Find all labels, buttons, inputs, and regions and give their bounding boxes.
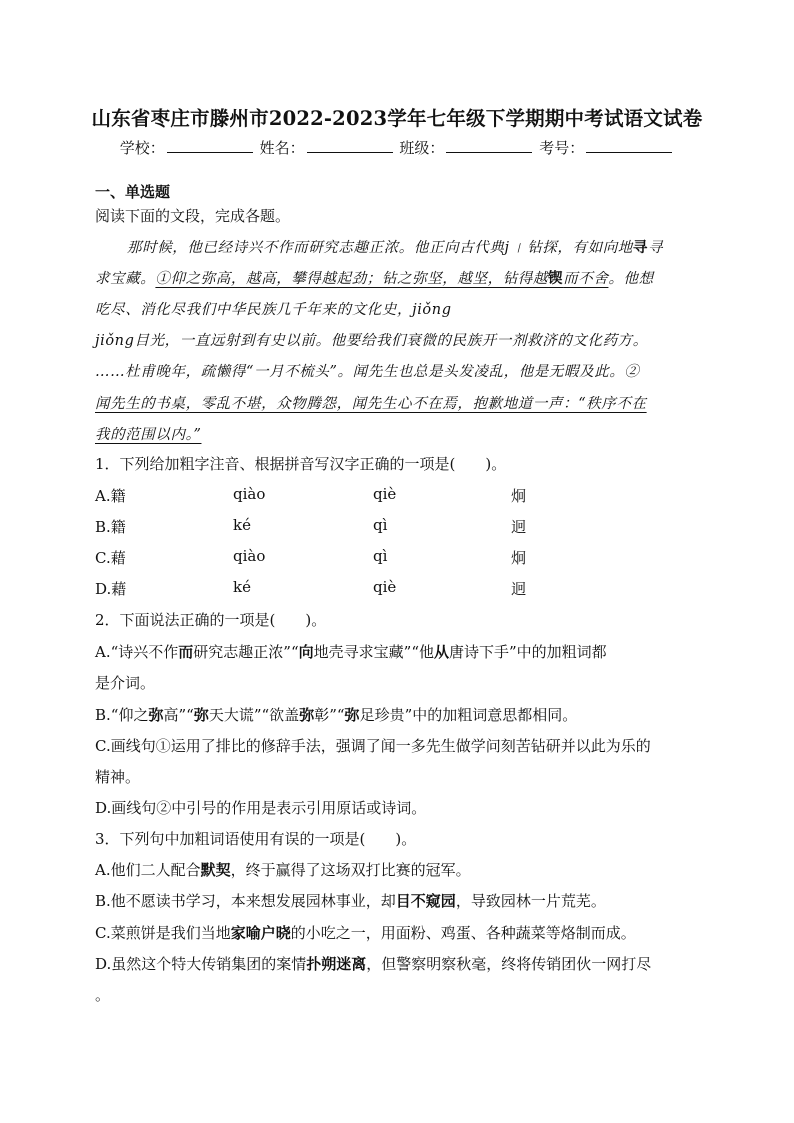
underlined-sentence-2a: 闻先生的书桌，零乱不堪，众物腾怨，闻先生心不在焉，抱歉地道一声：“秩序不在 — [95, 396, 647, 412]
passage-line-2: 求宝藏。①仰之弥高，越高，攀得越起劲；钻之弥坚，越坚，钻得越锲而不舍。他想 — [95, 270, 654, 287]
question-2-option-b[interactable]: B.“仰之弥高”“弥天大谎”“欲盖弥彰”“弥足珍贵”中的加粗词意思都相同。 — [95, 706, 578, 724]
school-blank[interactable] — [167, 138, 253, 153]
question-1-stem: 1．下列给加粗字注音、根据拼音写汉字正确的一项是( )。 — [95, 455, 507, 473]
number-blank[interactable] — [586, 138, 672, 153]
question-3-stem: 3．下列句中加粗词语使用有误的一项是( )。 — [95, 830, 417, 848]
underlined-sentence-2b: 我的范围以内。” — [95, 427, 202, 443]
question-2-stem: 2．下面说法正确的一项是( )。 — [95, 611, 327, 629]
question-2-option-c[interactable]: C.画线句①运用了排比的修辞手法，强调了闻一多先生做学问刻苦钻研并以此为乐的 — [95, 737, 651, 755]
question-3-option-d-cont: 。 — [95, 986, 111, 1004]
passage-line-1: 那时候，他已经诗兴不作而研究志趣正浓。他正向古代典j 〡 钻探，有如向地寻寻 — [127, 239, 664, 256]
exam-title: 山东省枣庄市滕州市2022-2023学年七年级下学期期中考试语文试卷 — [91, 107, 703, 130]
underlined-sentence-1: ①仰之弥高，越高，攀得越起劲；钻之弥坚，越坚，钻得越锲而不舍 — [155, 270, 609, 287]
passage-line-4: jiǒng目光，一直远射到有史以前。他要给我们衰微的民族开一剂救济的文化药方。 — [95, 333, 648, 349]
class-blank[interactable] — [446, 138, 532, 153]
question-2-option-a-cont: 是介词。 — [95, 674, 156, 692]
passage-line-5: ……杜甫晚年，疏懒得“一月不梳头”。闻先生也总是头发凌乱，他是无暇及此。② — [95, 364, 640, 380]
name-label: 姓名： — [259, 139, 305, 157]
school-label: 学校： — [119, 139, 165, 157]
number-label: 考号： — [539, 139, 585, 157]
section-heading: 一、单选题 — [95, 183, 171, 201]
student-info-row — [0, 137, 794, 158]
question-3-option-c[interactable]: C.菜煎饼是我们当地家喻户晓的小吃之一，用面粉、鸡蛋、各种蔬菜等烙制而成。 — [95, 924, 636, 942]
question-3-option-a[interactable]: A.他们二人配合默契，终于赢得了这场双打比赛的冠军。 — [95, 861, 471, 879]
name-blank[interactable] — [307, 138, 393, 153]
question-3-option-d[interactable]: D.虽然这个特大传销集团的案情扑朔迷离，但警察明察秋毫，终将传销团伙一网打尽 — [95, 955, 652, 973]
class-label: 班级： — [399, 139, 445, 157]
question-3-option-b[interactable]: B.他不愿读书学习，本来想发展园林事业，却目不窥园，导致园林一片荒芜。 — [95, 892, 606, 910]
passage-line-3: 吃尽、消化尽我们中华民族几千年来的文化史，jiǒng — [95, 302, 452, 318]
section-instruction: 阅读下面的文段，完成各题。 — [95, 207, 291, 225]
question-2-option-c-cont: 精神。 — [95, 768, 141, 786]
question-2-option-a[interactable]: A.“诗兴不作而研究志趣正浓”“向地壳寻求宝藏”“他从唐诗下手”中的加粗词都 — [95, 643, 607, 661]
question-2-option-d[interactable]: D.画线句②中引号的作用是表示引用原话或诗词。 — [95, 799, 427, 817]
